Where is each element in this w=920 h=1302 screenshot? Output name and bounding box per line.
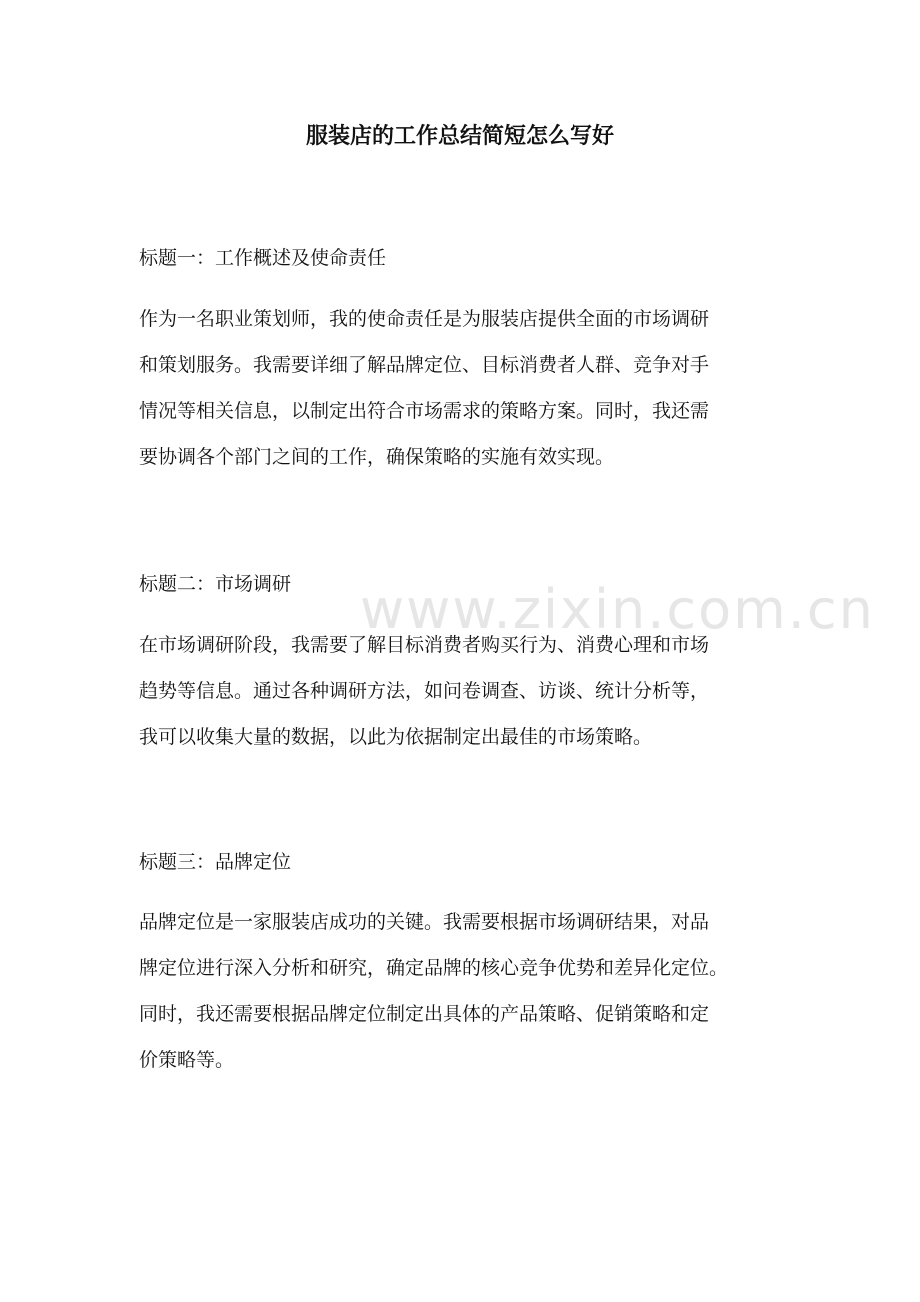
- section-paragraph-3: [139, 899, 799, 1083]
- paragraph-line: 我可以收集大量的数据，以此为依据制定出最佳的市场策略。: [139, 726, 653, 748]
- document-title: 服装店的工作总结简短怎么写好: [305, 123, 614, 149]
- section-paragraph-2: [139, 622, 799, 760]
- watermark: www.zixin.com.cn: [360, 578, 875, 641]
- paragraph-line: 品牌定位是一家服装店成功的关键。我需要根据市场调研结果，对品: [139, 911, 710, 933]
- paragraph-line: 情况等相关信息，以制定出符合市场需求的策略方案。同时，我还需: [139, 400, 710, 422]
- paragraph-line: 作为一名职业策划师，我的使命责任是为服装店提供全面的市场调研: [139, 308, 710, 330]
- section-paragraph-1: [139, 296, 799, 480]
- section-heading-1: 标题一：工作概述及使命责任: [139, 247, 387, 269]
- section-heading-2: 标题二：市场调研: [139, 573, 292, 595]
- section-heading-3: 标题三：品牌定位: [139, 851, 292, 873]
- paragraph-line: 在市场调研阶段，我需要了解目标消费者购买行为、消费心理和市场: [139, 634, 710, 656]
- paragraph-line: 同时，我还需要根据品牌定位制定出具体的产品策略、促销策略和定: [139, 1003, 710, 1025]
- paragraph-line: 趋势等信息。通过各种调研方法，如问卷调查、访谈、统计分析等，: [139, 680, 710, 702]
- paragraph-line: 和策划服务。我需要详细了解品牌定位、目标消费者人群、竞争对手: [139, 354, 710, 376]
- paragraph-line: 要协调各个部门之间的工作，确保策略的实施有效实现。: [139, 446, 615, 468]
- paragraph-line: 价策略等。: [139, 1049, 235, 1071]
- paragraph-line: 牌定位进行深入分析和研究，确定品牌的核心竞争优势和差异化定位。: [139, 957, 729, 979]
